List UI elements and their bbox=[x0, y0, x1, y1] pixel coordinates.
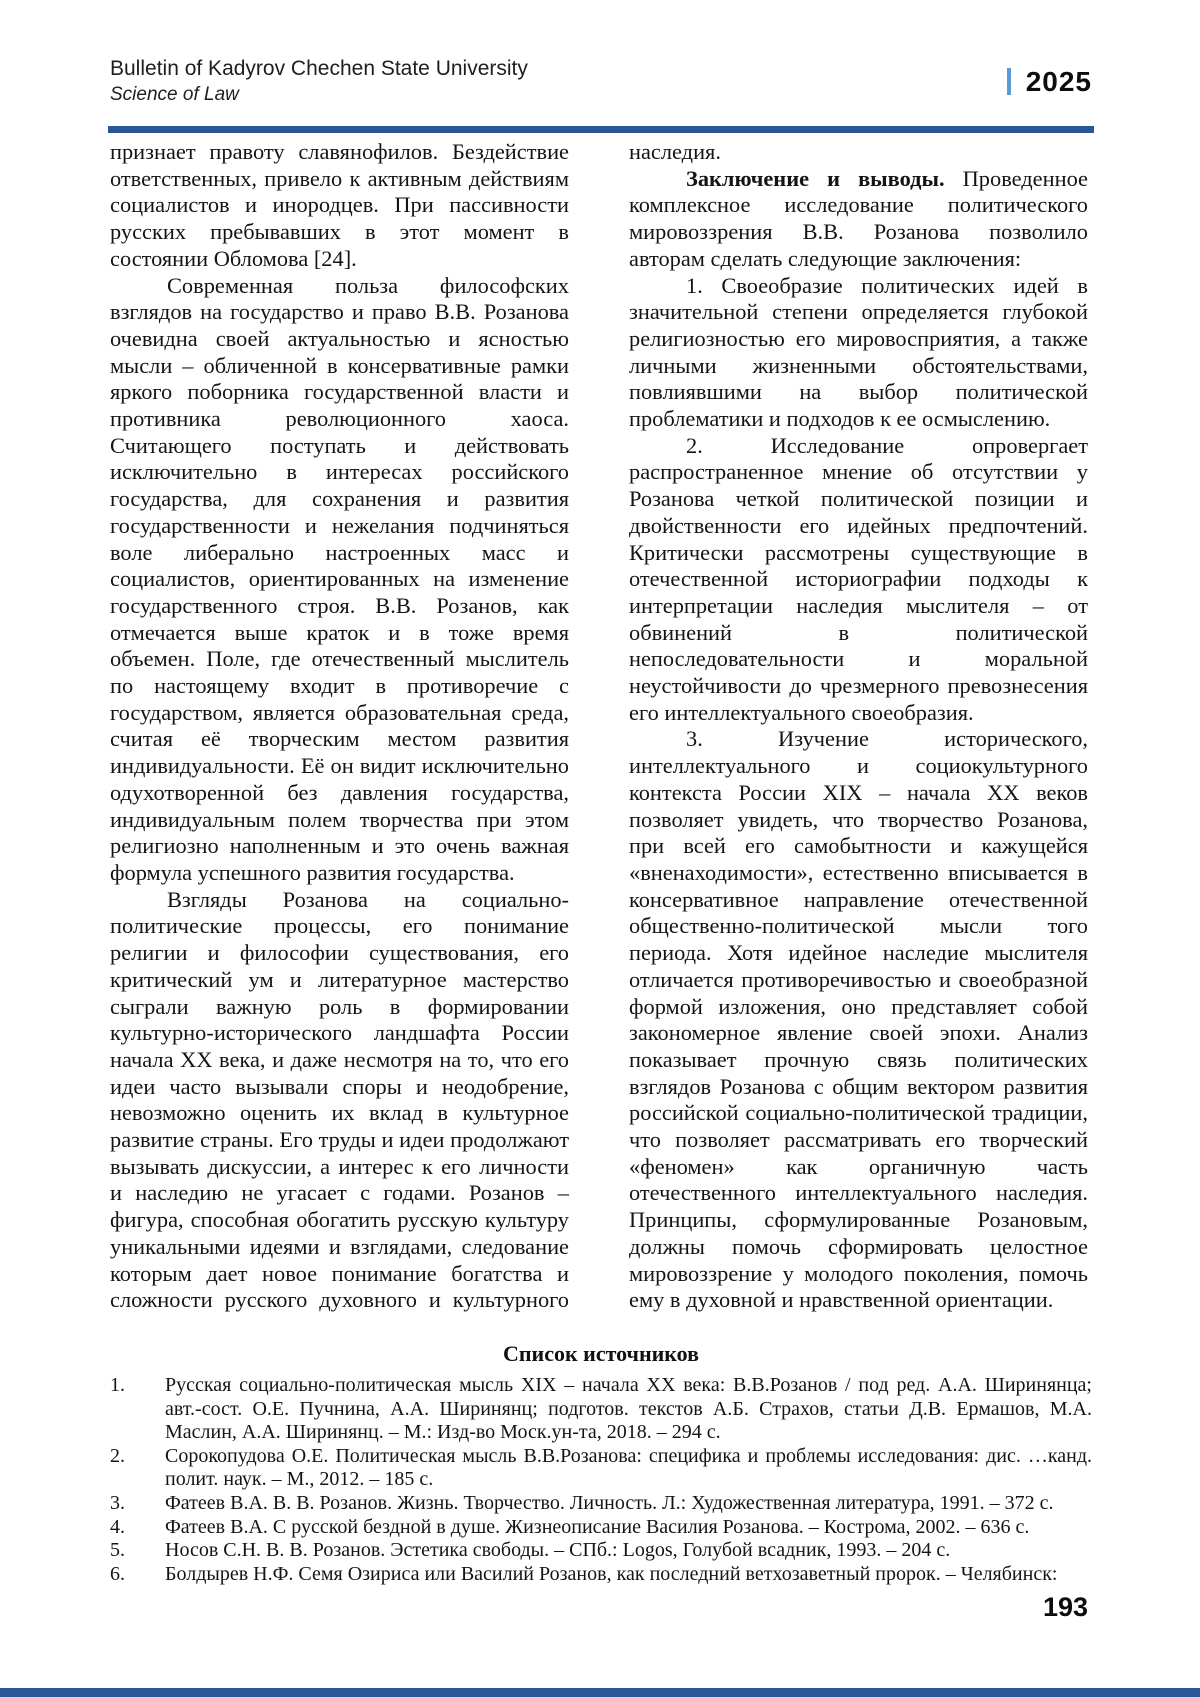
page-header bbox=[110, 57, 1092, 106]
reference-number: 6. bbox=[110, 1562, 125, 1585]
reference-number: 5. bbox=[110, 1539, 125, 1562]
reference-number: 4. bbox=[110, 1515, 125, 1538]
left-column bbox=[110, 139, 569, 1314]
reference-number: 1. bbox=[110, 1374, 125, 1396]
reference-item bbox=[110, 1492, 1092, 1516]
article-body bbox=[110, 139, 1088, 1314]
header-rule bbox=[108, 126, 1094, 133]
paragraph-fragment: наследия. bbox=[629, 139, 721, 164]
conclusion-point: 3. Изучение исторического, интеллектуального и социокультурного контекста России XIX – начала XX веков позволяет увидеть, что творчество Розанова, при всей его самобытности и кажущейся «вненаходимости», естественно вписывается в консервативное направление отечественной общественно-политической мысли того периода. Хотя идейное наследие мыслителя отличается противоречивостью и своеобразной формой изложения, оно представляет собой закономерное явление своей эпохи. Анализ показывает прочную связь политических взглядов Розанова с общим вектором развития российской социально-политической традиции, что позволяет рассматривать его творческий «феномен» как органичную часть отечественного интеллектуального наследия. Принципы, сформулированные Розановым, должны помочь сформировать целостное мировоззрение у молодого поколения, помочь ему в духовной и нравственной ориентации. bbox=[629, 726, 1088, 1313]
reference-item bbox=[110, 1539, 1092, 1563]
reference-text: Русская социально-политическая мысль XIX – начала XX века: В.В.Розанов / под ред. А.А. Ширинянца; авт.-сост. О.Е. Пучнина, А.А. Ширинянц; подготов. текстов А.Б. Страхов, статьи Д.В. Ермашов, М.А. Маслин, А.А. Ширинянц. – М.: Изд-во Моск.ун-та, 2018. – 294 с. bbox=[165, 1374, 1092, 1444]
paragraph: Современная польза философских взглядов на государство и право В.В. Розанова очевидна своей актуальностью и ясностью мысли – обличенной в консервативные рамки яркого поборника государственной власти и противника революционного хаоса. Считающего поступать и действовать исключительно в интересах российского государства, для сохранения и развития государственности и нежелания подчиняться воле либерально настроенных масс и социалистов, ориентированных на изменение государственного строя. В.В. Розанов, как отмечается выше краток и в тоже время объемен. Поле, где отечественный мыслитель по настоящему входит в противоречие с государством, является образовательная среда, считая её творческим местом развития индивидуальности. Её он видит исключительно одухотворенной без давления государства, индивидуальным полем творчества при этом религиозно наполненным и это очень важная формула успешного развития государства. bbox=[110, 272, 569, 885]
journal-identity bbox=[110, 57, 528, 106]
reference-item bbox=[110, 1516, 1092, 1540]
reference-number: 2. bbox=[110, 1444, 125, 1467]
journal-subtitle: Science of Law bbox=[110, 84, 239, 105]
right-column bbox=[629, 139, 1088, 1314]
page-number: 193 bbox=[1042, 1592, 1088, 1622]
conclusion-point: 2. Исследование опровергает распространенное мнение об отсутствии у Розанова четкой политической позиции и двойственности его идейных предпочтений. Критически рассмотрены существующие в отечественной историографии подходы к интерпретации наследия мыслителя – от обвинений в политической непоследовательности и моральной неустойчивости до чрезмерного превознесения его интеллектуального своеобразия. bbox=[629, 432, 1088, 725]
conclusion-point: 1. Своеобразие политических идей в значительной степени определяется глубокой религиозностью его мировосприятия, а также личными жизненными обстоятельствами, повлиявшими на выбор политической проблематики и подходов к ее осмыслению. bbox=[629, 272, 1088, 432]
bottom-rule bbox=[0, 1688, 1200, 1697]
conclusion-text: Проведенное комплексное исследование политического мировоззрения В.В. Розанова позволило авторам сделать следующие заключения: bbox=[629, 165, 1088, 271]
reference-text: Фатеев В.А. В. В. Розанов. Жизнь. Творчество. Личность. Л.: Художественная литература, 1991. – 372 с. bbox=[165, 1491, 1054, 1514]
reference-item bbox=[110, 1374, 1092, 1445]
references-heading: Список источников bbox=[502, 1341, 700, 1366]
reference-item bbox=[110, 1445, 1092, 1492]
year-block bbox=[1007, 66, 1092, 98]
conclusion-paragraph bbox=[629, 166, 1088, 273]
reference-text: Фатеев В.А. С русской бездной в душе. Жизнеописание Василия Розанова. – Кострома, 2002. – 636 с. bbox=[165, 1515, 1030, 1538]
reference-item bbox=[110, 1563, 1092, 1587]
paragraph-continuation: признает правоту славянофилов. Бездействие ответственных, привело к активным действиям социалистов и инородцев. При пассивности русских пребывавших в этот момент в состоянии Обломова [24]. bbox=[110, 139, 569, 271]
reference-text: Сорокопудова О.Е. Политическая мысль В.В.Розанова: специфика и проблемы исследования: дис. …канд. полит. наук. – М., 2012. – 185 с. bbox=[165, 1444, 1092, 1491]
reference-text: Носов С.Н. В. В. Розанов. Эстетика свободы. – СПб.: Logos, Голубой всадник, 1993. – 204 с. bbox=[165, 1539, 951, 1562]
reference-text: Болдырев Н.Ф. Семя Озириса или Василий Розанов, как последний ветхозаветный пророк. – Челябинск: bbox=[165, 1562, 1058, 1585]
journal-title: Bulletin of Kadyrov Chechen State University bbox=[110, 57, 528, 80]
conclusion-heading: Заключение и выводы. bbox=[686, 165, 945, 191]
reference-number: 3. bbox=[110, 1491, 125, 1514]
year-divider-bar bbox=[1007, 68, 1011, 95]
journal-year: 2025 bbox=[1025, 65, 1092, 97]
references-section bbox=[110, 1341, 1092, 1586]
paragraph: Взгляды Розанова на социально-политические процессы, его понимание религии и философии существования, его критический ум и литературное мастерство сыграли важную роль в формировании культурно-исторического ландшафта России начала XX века, и даже несмотря на то, что его идеи часто вызывали споры и неодобрение, невозможно оценить их вклад в культурное развитие страны. Его труды и идеи продолжают вызывать дискуссии, а интерес к его личности и наследию не угасает с годами. Розанов – фигура, способная обогатить русскую культуру уникальными идеями и взглядами, следование которым дает новое понимание богатства и сложности русского духовного и культурного bbox=[110, 886, 569, 1313]
